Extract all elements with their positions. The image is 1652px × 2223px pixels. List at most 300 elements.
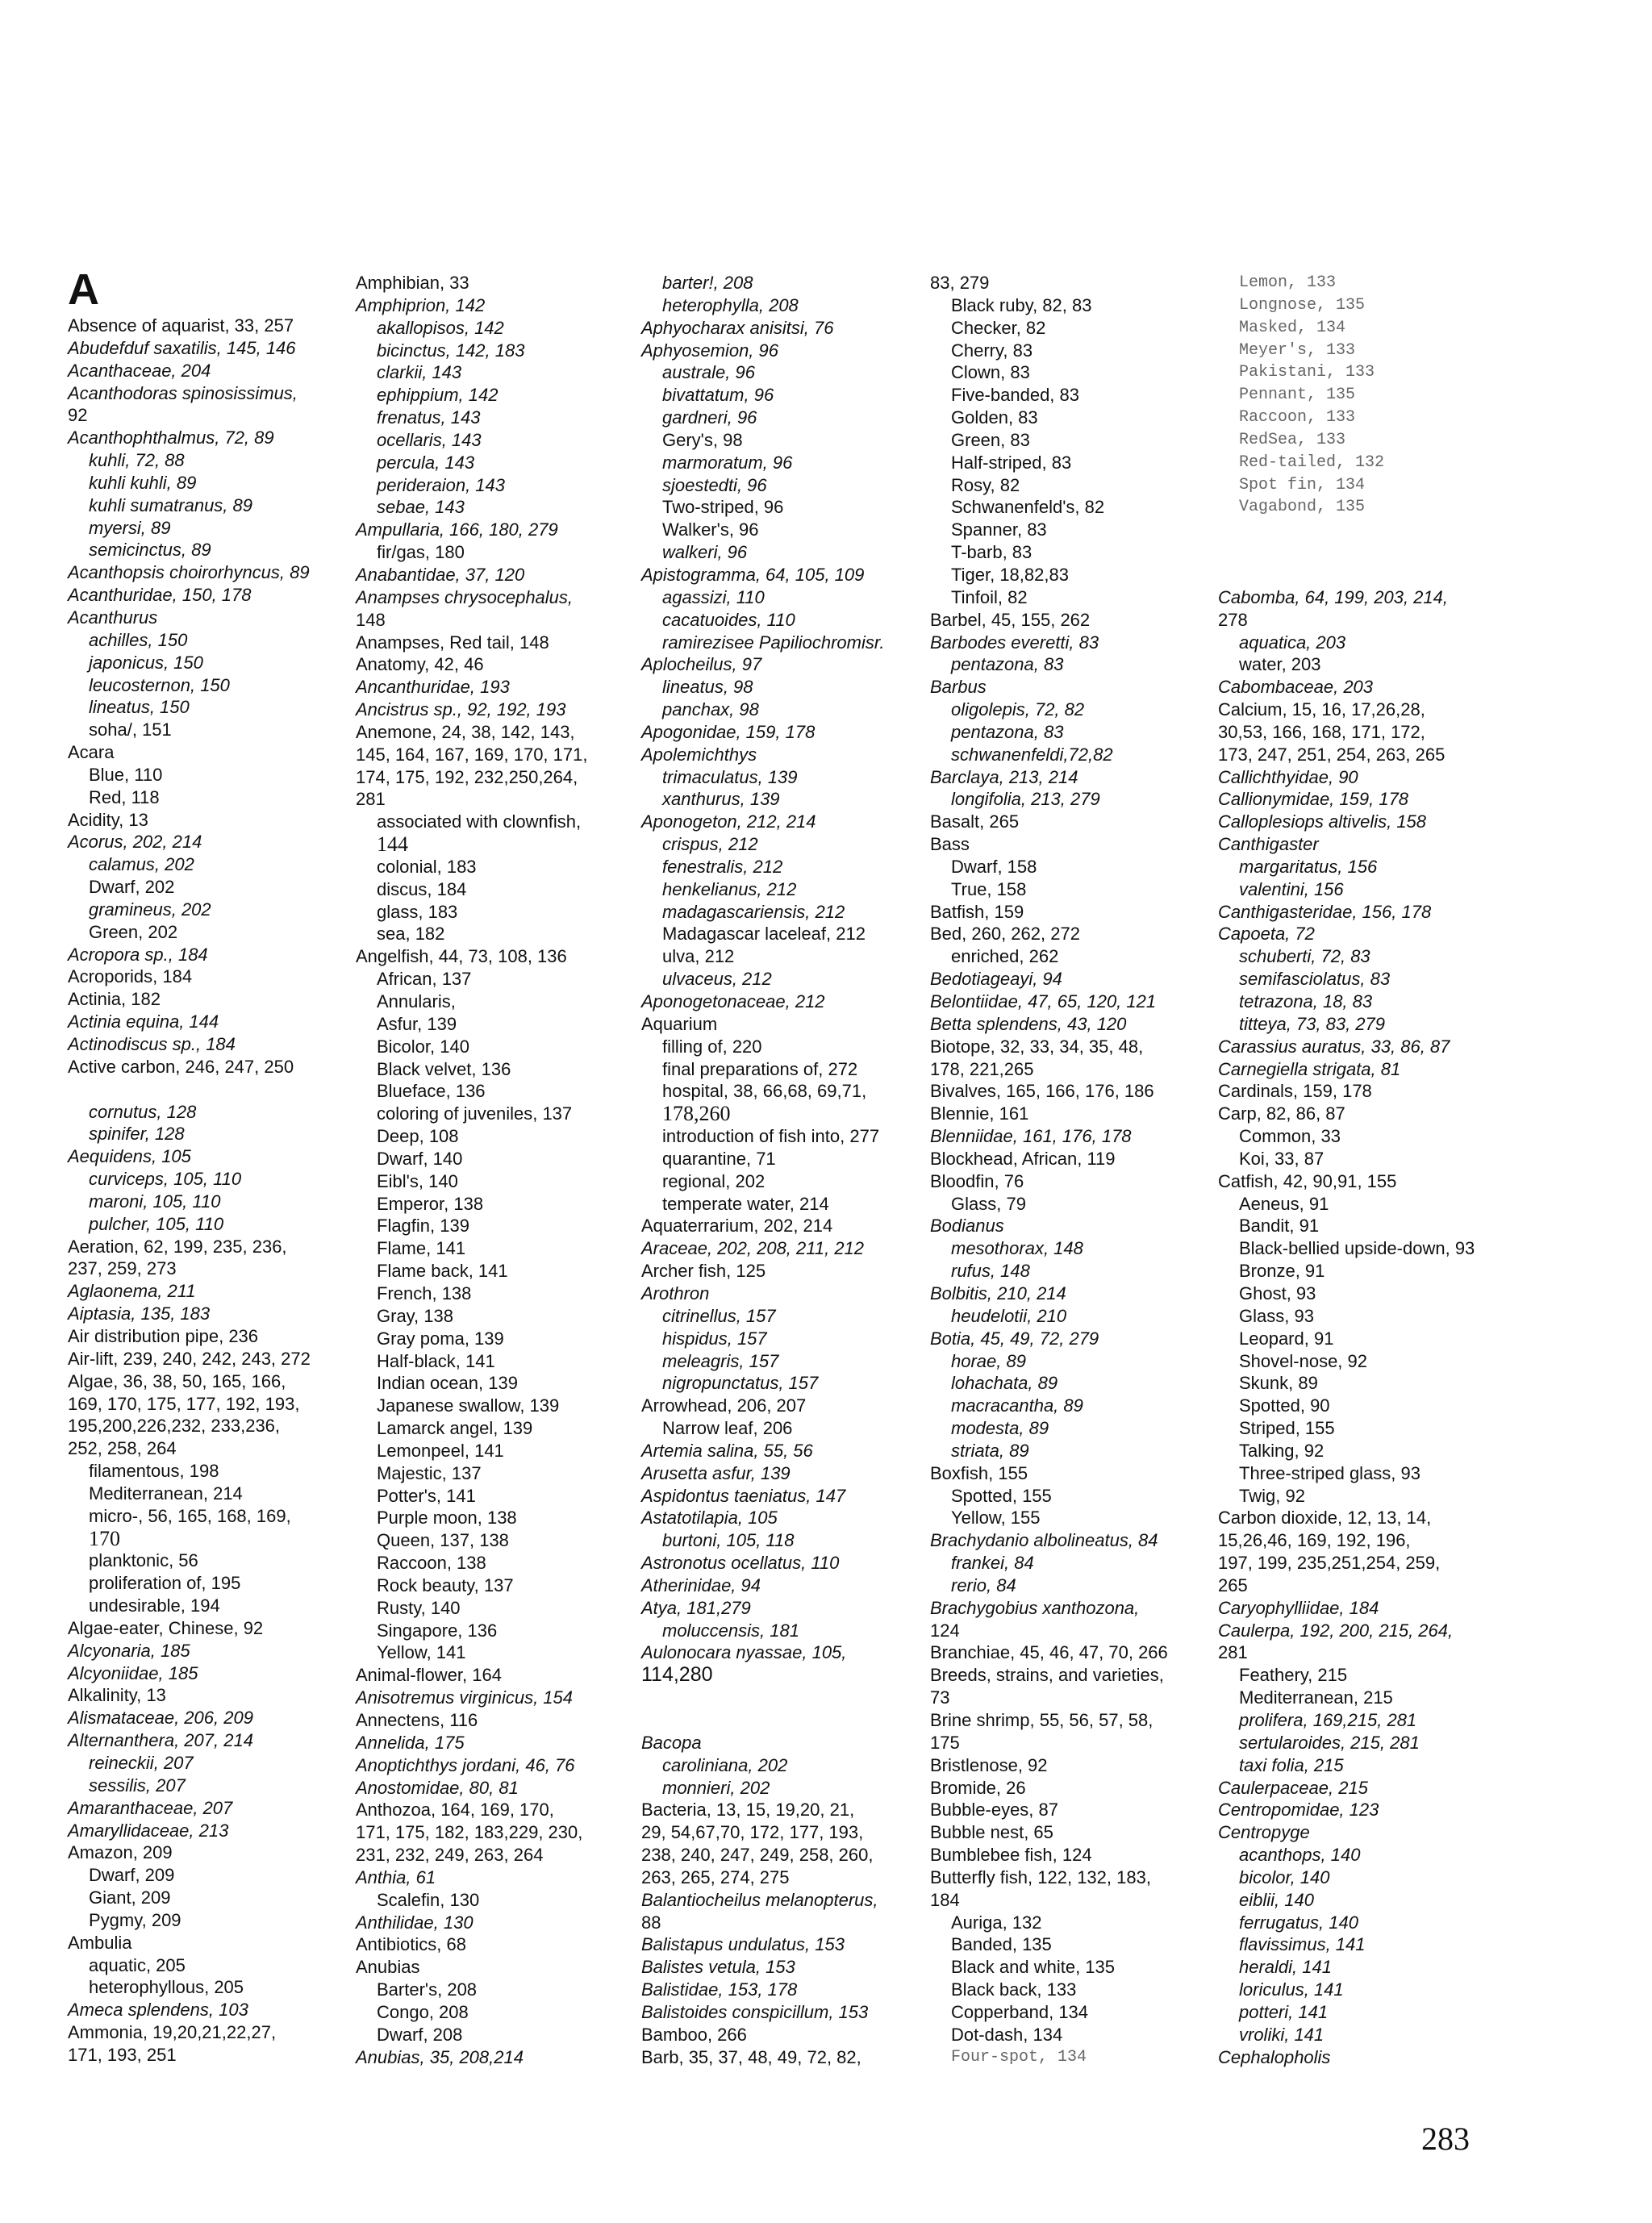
index-entry: Dot-dash, 134 [951,2024,1063,2045]
index-entry: fir/gas, 180 [377,542,465,563]
index-entry: Pakistani, 133 [1239,363,1375,382]
index-entry: Mediterranean, 215 [1239,1687,1393,1708]
index-entry: Checker, 82 [951,317,1046,338]
index-entry: Archer fish, 125 [641,1261,766,1282]
index-entry: Gray, 138 [377,1305,453,1326]
index-entry: eiblii, 140 [1239,1889,1314,1910]
index-entry: Bromide, 26 [930,1777,1026,1798]
index-entry: Walker's, 96 [662,519,759,540]
index-entry: Rock beauty, 137 [377,1574,514,1595]
index-entry: Atya, 181,279 [641,1597,751,1618]
index-entry: Anubias [356,1957,420,1978]
index-entry: heterophylla, 208 [662,294,799,315]
index-entry: sessilis, 207 [89,1775,186,1796]
index-entry: cacatuoides, 110 [662,609,795,630]
index-entry: Actinodiscus sp., 184 [68,1034,236,1054]
index-entry: Carbon dioxide, 12, 13, 14, [1218,1508,1432,1529]
index-entry: Flame, 141 [377,1238,466,1259]
index-entry: Balistapus undulatus, 153 [641,1934,845,1955]
index-entry: Koi, 33, 87 [1239,1148,1325,1169]
index-entry: Shovel-nose, 92 [1239,1350,1367,1371]
index-entry: frankei, 84 [951,1553,1034,1574]
index-entry: 265 [1218,1574,1248,1595]
index-entry: gramineus, 202 [89,899,211,920]
index-entry: Amphiprion, 142 [356,294,486,315]
index-entry: Boxfish, 155 [930,1462,1028,1483]
index-entry: soha/, 151 [89,719,172,740]
index-entry: 15,26,46, 169, 192, 196, [1218,1530,1411,1551]
index-entry: Betta splendens, 43, 120 [930,1013,1127,1034]
index-entry: Potter's, 141 [377,1485,476,1506]
index-entry: Atherinidae, 94 [641,1574,761,1595]
index-entry: Blue, 110 [89,764,163,785]
index-entry: longifolia, 213, 279 [951,789,1100,810]
index-entry: Indian ocean, 139 [377,1373,518,1394]
index-entry: Bloodfin, 76 [930,1170,1024,1191]
index-entry: Talking, 92 [1239,1440,1325,1461]
index-entry: Aspidontus taeniatus, 147 [641,1485,846,1506]
index-entry: Acanthopsis choirorhyncus, 89 [68,562,310,583]
index-entry: introduction of fish into, 277 [662,1126,880,1147]
index-entry: Rusty, 140 [377,1597,461,1618]
entry-gap [641,1687,928,1709]
index-entry: trimaculatus, 139 [662,766,798,787]
index-entry: xanthurus, 139 [662,789,780,810]
index-entry: filamentous, 198 [89,1461,219,1482]
index-entry: Brachygobius xanthozona, [930,1597,1140,1618]
index-entry: hospital, 38, 66,68, 69,71, [662,1081,867,1102]
index-entry: Red-tailed, 132 [1239,453,1385,472]
index-entry: water, 203 [1239,654,1321,675]
index-entry: Balistidae, 153, 178 [641,1979,798,2000]
index-entry: Barter's, 208 [377,1979,478,2000]
index-entry: Yellow, 141 [377,1642,466,1663]
index-entry: 263, 265, 274, 275 [641,1866,790,1887]
index-entry: perideraion, 143 [377,474,506,495]
index-entry: Acidity, 13 [68,809,148,830]
index-entry: Golden, 83 [951,407,1038,428]
index-entry: RedSea, 133 [1239,430,1346,449]
index-entry: modesta, 89 [951,1418,1049,1439]
index-entry: pulcher, 105, 110 [89,1213,224,1234]
index-entry: pentazona, 83 [951,654,1064,675]
index-entry: Carnegiella strigata, 81 [1218,1058,1401,1079]
index-entry: Artemia salina, 55, 56 [641,1440,813,1461]
index-entry: Active carbon, 246, 247, 250 [68,1056,294,1077]
index-entry: Asfur, 139 [377,1013,457,1034]
index-entry: striata, 89 [951,1440,1029,1461]
index-entry: Meyer's, 133 [1239,340,1356,360]
index-entry: ocellaris, 143 [377,429,482,450]
index-entry: reineckii, 207 [89,1753,194,1773]
index-entry: Annelida, 175 [356,1732,465,1753]
index-entry: glass, 183 [377,901,458,922]
index-entry: Blenniidae, 161, 176, 178 [930,1126,1132,1147]
index-entry: Callichthyidae, 90 [1218,766,1358,787]
index-entry: Half-striped, 83 [951,452,1072,473]
index-entry: Purple moon, 138 [377,1508,517,1529]
index-entry: Aglaonema, 211 [68,1281,196,1302]
index-entry: Bicolor, 140 [377,1036,469,1057]
index-entry: moluccensis, 181 [662,1620,799,1641]
index-entry: Black velvet, 136 [377,1058,511,1079]
index-entry: temperate water, 214 [662,1193,829,1214]
index-entry: Spanner, 83 [951,519,1047,540]
index-entry: Bubble-eyes, 87 [930,1800,1058,1821]
index-entry: schwanenfeldi,72,82 [951,744,1113,765]
index-entry: percula, 143 [377,452,475,473]
index-entry: undesirable, 194 [89,1595,220,1616]
index-entry: Auriga, 132 [951,1912,1042,1933]
index-entry: 278 [1218,609,1248,630]
index-entry: Black ruby, 82, 83 [951,294,1092,315]
index-entry: Dwarf, 140 [377,1148,463,1169]
index-entry: Bivalves, 165, 166, 176, 186 [930,1081,1154,1102]
index-entry: pentazona, 83 [951,721,1064,742]
index-entry: 169, 170, 175, 177, 192, 193, [68,1393,300,1414]
index-entry: Bacopa [641,1732,702,1753]
index-entry: Alcyonaria, 185 [68,1640,190,1661]
index-entry: Absence of aquarist, 33, 257 [68,315,294,336]
index-entry: Capoeta, 72 [1218,924,1315,945]
index-entry: Green, 202 [89,921,178,942]
index-entry: Masked, 134 [1239,318,1346,337]
index-entry: Cherry, 83 [951,340,1033,361]
index-entry: flavissimus, 141 [1239,1934,1366,1955]
index-entry: African, 137 [377,969,472,990]
index-entry: Acanthaceae, 204 [68,360,211,381]
index-entry: 145, 164, 167, 169, 170, 171, [356,744,588,765]
index-entry: barter!, 208 [662,273,753,293]
index-entry: Cardinals, 159, 178 [1218,1081,1372,1102]
index-entry: Biotope, 32, 33, 34, 35, 48, [930,1036,1144,1057]
index-entry: leucosternon, 150 [89,674,230,695]
index-entry: Breeds, strains, and varieties, [930,1665,1164,1686]
index-entry: aquatica, 203 [1239,632,1346,653]
index-entry: burtoni, 105, 118 [662,1530,795,1551]
index-entry: horae, 89 [951,1350,1026,1371]
index-entry: Mediterranean, 214 [89,1483,243,1504]
index-entry: Callionymidae, 159, 178 [1218,789,1409,810]
index-entry: Apolemichthys [641,744,757,765]
index-entry: Animal-flower, 164 [356,1665,502,1686]
index-entry: Scalefin, 130 [377,1889,480,1910]
index-entry: Raccoon, 138 [377,1553,486,1574]
index-entry: Balistes vetula, 153 [641,1957,795,1978]
index-entry: Lemonpeel, 141 [377,1440,504,1461]
index-entry: proliferation of, 195 [89,1573,241,1594]
index-entry: Blockhead, African, 119 [930,1148,1116,1169]
index-entry: Singapore, 136 [377,1620,498,1641]
index-entry: Cephalopholis [1218,2046,1331,2067]
index-entry: Four-spot, 134 [951,2047,1087,2067]
index-entry: Aeneus, 91 [1239,1193,1329,1214]
index-entry: sea, 182 [377,924,445,945]
index-entry: Bandit, 91 [1239,1216,1320,1237]
index-entry: Madagascar laceleaf, 212 [662,924,866,945]
index-entry: Green, 83 [951,429,1030,450]
index-entry: valentini, 156 [1239,878,1344,899]
index-entry: Eibl's, 140 [377,1170,458,1191]
index-entry: Annularis, [377,991,456,1011]
index-column-2 [356,272,642,2069]
index-entry: French, 138 [377,1282,472,1303]
index-entry: True, 158 [951,878,1027,899]
index-entry: Anubias, 35, 208,214 [356,2046,524,2067]
index-entry: 124 [930,1620,960,1641]
index-entry: Deep, 108 [377,1126,459,1147]
index-entry: 29, 54,67,70, 172, 177, 193, [641,1822,864,1843]
index-entry: prolifera, 169,215, 281 [1239,1710,1417,1730]
index-entry: Dwarf, 209 [89,1865,175,1886]
index-entry: akallopisos, 142 [377,317,504,338]
index-entry: Caryophylliidae, 184 [1218,1597,1379,1618]
index-entry: australe, 96 [662,362,755,383]
index-entry: Copperband, 134 [951,2001,1089,2022]
index-entry: Barbodes everetti, 83 [930,632,1099,653]
index-entry: Cabombaceae, 203 [1218,677,1374,698]
index-entry: 174, 175, 192, 232,250,264, [356,766,578,787]
index-entry: Acorus, 202, 214 [68,832,202,853]
index-entry: aquatic, 205 [89,1954,186,1975]
index-entry: Amphibian, 33 [356,273,469,293]
index-entry: taxi folia, 215 [1239,1754,1344,1775]
index-entry: heterophyllous, 205 [89,1977,244,1998]
index-entry: Lemon, 133 [1239,273,1337,292]
index-entry: rufus, 148 [951,1261,1030,1282]
index-entry: sertularoides, 215, 281 [1239,1732,1420,1753]
index-entry: gardneri, 96 [662,407,757,428]
index-entry: marmoratum, 96 [662,452,793,473]
index-entry: vroliki, 141 [1239,2024,1325,2045]
index-entry: semifasciolatus, 83 [1239,969,1391,990]
index-entry: Flame back, 141 [377,1261,508,1282]
index-entry: Actinia equina, 144 [68,1011,219,1032]
index-entry: Acanthodoras spinosissimus, [68,382,298,403]
index-entry: Brine shrimp, 55, 56, 57, 58, [930,1710,1153,1730]
index-entry: myersi, 89 [89,517,171,538]
index-entry: Algae, 36, 38, 50, 165, 166, [68,1370,286,1391]
index-entry: Congo, 208 [377,2001,469,2022]
index-entry: Schwanenfeld's, 82 [951,497,1105,518]
index-entry: Balantiocheilus melanopterus, [641,1889,878,1910]
index-entry: Bronze, 91 [1239,1261,1325,1282]
index-entry: Arusetta asfur, 139 [641,1462,791,1483]
index-entry: potteri, 141 [1239,2001,1329,2022]
index-entry: associated with clownfish, [377,811,582,832]
index-entry: schuberti, 72, 83 [1239,946,1370,967]
index-entry: Aeration, 62, 199, 235, 236, [68,1236,287,1257]
index-entry: Actinia, 182 [68,989,161,1010]
index-entry: Acroporids, 184 [68,966,193,987]
index-entry: cornutus, 128 [89,1101,197,1122]
index-entry: Acropora sp., 184 [68,944,208,965]
index-entry: Two-striped, 96 [662,497,784,518]
index-entry: Skunk, 89 [1239,1373,1318,1394]
index-entry: coloring of juveniles, 137 [377,1103,573,1124]
index-entry: Aiptasia, 135, 183 [68,1303,211,1324]
index-entry: Canthigaster [1218,834,1319,855]
index-entry: 170 [89,1526,120,1550]
index-entry: caroliniana, 202 [662,1754,788,1775]
index-entry: Pygmy, 209 [89,1909,181,1930]
index-entry: ulvaceus, 212 [662,969,772,990]
index-entry: Apogonidae, 159, 178 [641,721,816,742]
index-entry: heraldi, 141 [1239,1957,1332,1978]
entry-gap [641,1709,928,1732]
index-entry: Tiger, 18,82,83 [951,564,1069,585]
index-entry: fenestralis, 212 [662,856,783,877]
index-entry: 83, 279 [930,273,990,293]
index-entry: Brachydanio albolineatus, 84 [930,1530,1158,1551]
index-entry: Apistogramma, 64, 105, 109 [641,564,865,585]
index-entry: Tinfoil, 82 [951,586,1028,607]
index-entry: Pennant, 135 [1239,386,1356,405]
index-entry: Rosy, 82 [951,474,1020,495]
index-entry: Feathery, 215 [1239,1665,1348,1686]
entry-gap [1218,541,1504,564]
index-entry: Bedotiageayi, 94 [930,969,1062,990]
index-entry: Aphyosemion, 96 [641,340,778,361]
index-entry: Ghost, 93 [1239,1282,1316,1303]
index-entry: oligolepis, 72, 82 [951,699,1085,720]
index-entry: discus, 184 [377,878,467,899]
index-entry: Botia, 45, 49, 72, 279 [930,1328,1099,1349]
index-entry: japonicus, 150 [89,652,203,673]
index-entry: quarantine, 71 [662,1148,776,1169]
index-entry: Aquarium [641,1013,718,1034]
index-entry: ferrugatus, 140 [1239,1912,1358,1933]
index-entry: Ancistrus sp., 92, 192, 193 [356,699,566,720]
index-entry: 173, 247, 251, 254, 263, 265 [1218,744,1446,765]
index-entry: Gery's, 98 [662,429,743,450]
index-entry: Aquaterrarium, 202, 214 [641,1216,833,1237]
index-entries [930,272,1216,2069]
index-entry: Bacteria, 13, 15, 19,20, 21, [641,1800,855,1821]
index-entry: Half-black, 141 [377,1350,495,1371]
index-entry: mesothorax, 148 [951,1238,1083,1259]
index-column-3 [641,272,928,2069]
index-entry: Annectens, 116 [356,1710,478,1730]
index-entry: Anampses, Red tail, 148 [356,632,549,653]
index-entry: Emperor, 138 [377,1193,484,1214]
index-entry: ephippium, 142 [377,385,499,406]
index-entry: final preparations of, 272 [662,1058,858,1079]
page-number: 283 [1421,2121,1470,2157]
index-entry: Catfish, 42, 90,91, 155 [1218,1170,1397,1191]
index-entry: Belontiidae, 47, 65, 120, 121 [930,991,1157,1011]
index-entry: maroni, 105, 110 [89,1191,221,1212]
index-entry: heudelotii, 210 [951,1305,1067,1326]
index-entry: 281 [1218,1642,1248,1663]
index-entry: Leopard, 91 [1239,1328,1334,1349]
index-entry: Vagabond, 135 [1239,498,1366,517]
index-entry: acanthops, 140 [1239,1845,1361,1866]
index-entry: lineatus, 150 [89,697,190,718]
index-entry: micro-, 56, 165, 168, 169, [89,1505,291,1526]
index-entry: Basalt, 265 [930,811,1020,832]
index-entry: Ampullaria, 166, 180, 279 [356,519,558,540]
index-entry: 73 [930,1687,950,1708]
index-entry: Spotted, 155 [951,1485,1052,1506]
index-entry: Spotted, 90 [1239,1395,1330,1416]
index-entry: 171, 193, 251 [68,2044,177,2065]
index-entry: nigropunctatus, 157 [662,1373,819,1394]
index-entry: Centropyge [1218,1822,1310,1843]
index-entry: planktonic, 56 [89,1550,198,1571]
index-column-5 [1218,272,1504,2069]
index-entry: Gray poma, 139 [377,1328,504,1349]
index-entry: spinifer, 128 [89,1124,185,1145]
index-entry: Arrowhead, 206, 207 [641,1395,807,1416]
index-entry: Astronotus ocellatus, 110 [641,1553,840,1574]
index-entry: Striped, 155 [1239,1418,1335,1439]
index-entry: Amazon, 209 [68,1842,173,1863]
index-entry: bivattatum, 96 [662,385,774,406]
index-entry: Majestic, 137 [377,1462,482,1483]
index-entry: kuhli, 72, 88 [89,450,185,471]
index-entry: Anostomidae, 80, 81 [356,1777,519,1798]
entry-gap [1218,564,1504,586]
index-entry: Anisotremus virginicus, 154 [356,1687,574,1708]
index-entry: Longnose, 135 [1239,295,1366,315]
index-entry: agassizi, 110 [662,586,765,607]
index-entry: Banded, 135 [951,1934,1052,1955]
index-entry: crispus, 212 [662,834,758,855]
index-entry: Bubble nest, 65 [930,1822,1053,1843]
index-entry: sjoestedti, 96 [662,474,767,495]
index-entry: Abudefduf saxatilis, 145, 146 [68,337,296,358]
index-entry: Ameca splendens, 103 [68,2000,248,2021]
index-entry: Japanese swallow, 139 [377,1395,560,1416]
entry-gap [68,1078,354,1101]
index-entry: 238, 240, 247, 249, 258, 260, [641,1845,874,1866]
index-entry: 175 [930,1732,960,1753]
index-entry: Bristlenose, 92 [930,1754,1048,1775]
index-entry: 184 [930,1889,960,1910]
index-entry: bicolor, 140 [1239,1866,1330,1887]
index-entry: Centropomidae, 123 [1218,1800,1379,1821]
index-entry: 231, 232, 249, 263, 264 [356,1845,544,1866]
index-entry: Acanthurus [68,607,158,628]
index-entry: 252, 258, 264 [68,1438,177,1459]
index-entry: Dwarf, 158 [951,856,1037,877]
index-entry: lohachata, 89 [951,1373,1058,1394]
index-entry: Blueface, 136 [377,1081,486,1102]
index-entry: 114,280 [641,1663,713,1687]
index-entry: Alcyoniidae, 185 [68,1662,198,1683]
index-entry: Bumblebee fish, 124 [930,1845,1092,1866]
index-entry: henkelianus, 212 [662,878,797,899]
index-entry: Dwarf, 208 [377,2024,463,2045]
index-entry: calamus, 202 [89,854,194,875]
index-entry: Alternanthera, 207, 214 [68,1730,253,1751]
index-entry: loriculus, 141 [1239,1979,1344,2000]
index-column-1 [68,265,354,2067]
index-entries [356,272,642,2069]
index-entry: 178, 221,265 [930,1058,1034,1079]
index-entry: Cabomba, 64, 199, 203, 214, [1218,586,1448,607]
index-entry: Glass, 93 [1239,1305,1314,1326]
index-entry: 195,200,226,232, 233,236, [68,1416,281,1437]
index-entry: Barb, 35, 37, 48, 49, 72, 82, [641,2046,861,2067]
index-entry: enriched, 262 [951,946,1059,967]
index-entry: frenatus, 143 [377,407,481,428]
index-entry: semicinctus, 89 [89,540,211,561]
index-entry: citrinellus, 157 [662,1305,776,1326]
index-entry: Batfish, 159 [930,901,1024,922]
index-entry: Barbus [930,677,987,698]
